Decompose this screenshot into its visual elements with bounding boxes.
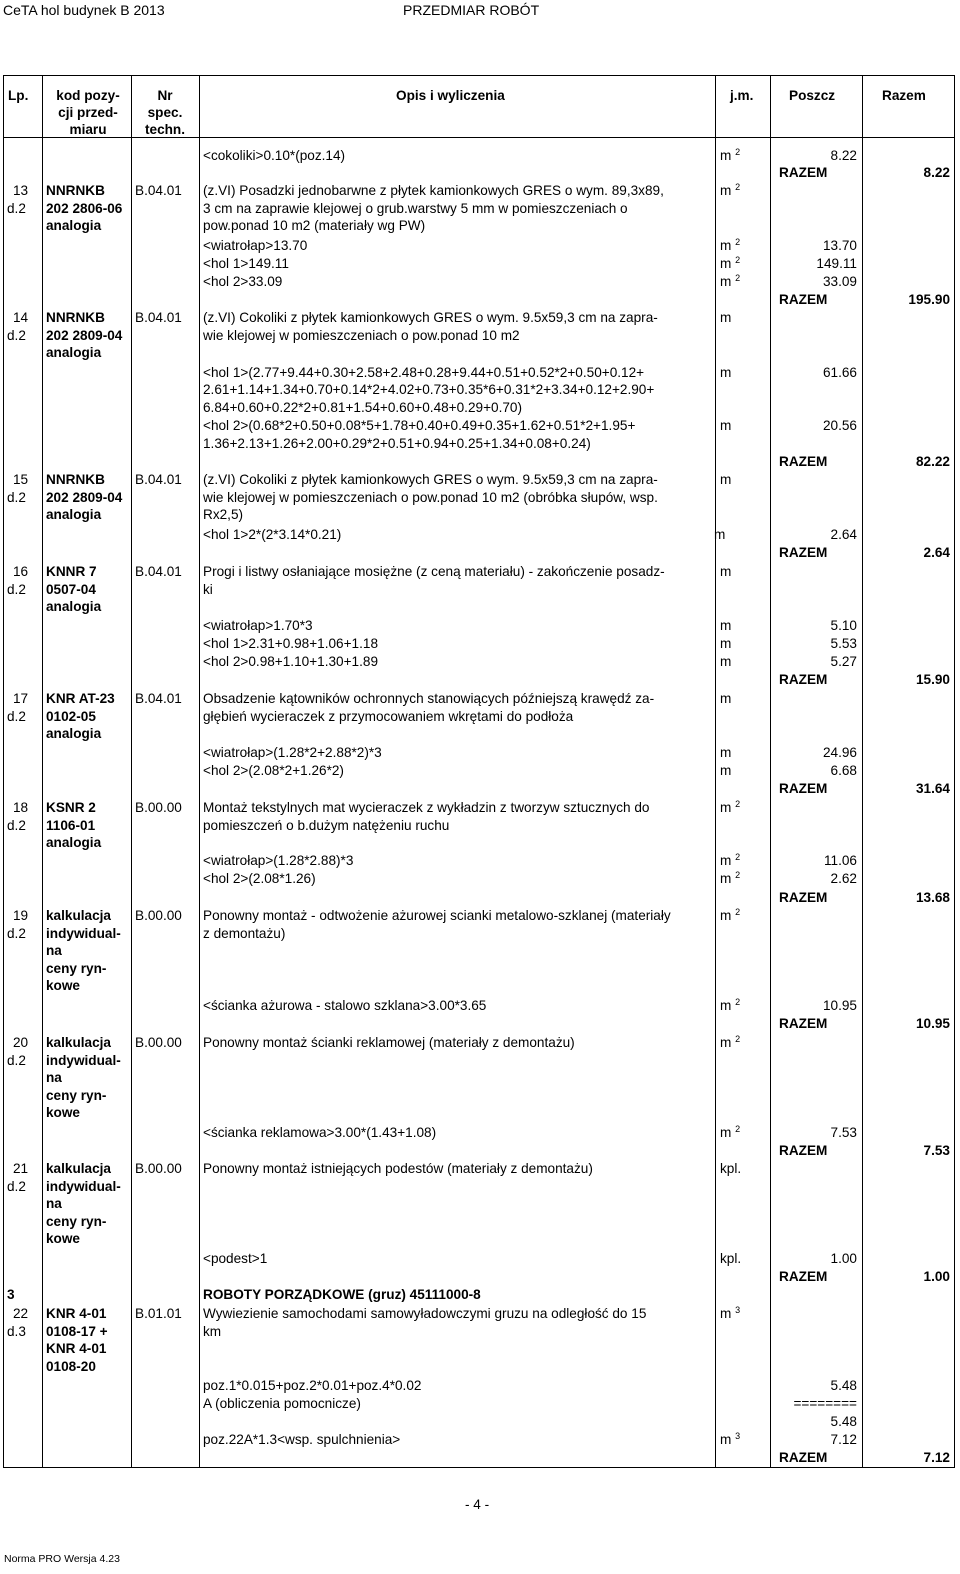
item-description: 3 cm na zaprawie klejowej o grub.warstwy 5 mm w pomieszczeniach o <box>203 200 628 216</box>
table-top-border <box>3 75 955 76</box>
item-description: wie klejowej w pomieszczeniach o pow.ponad 10 m2 <box>203 327 520 343</box>
unit: m $^2$ <box>720 1124 741 1140</box>
item-code: kowe <box>46 1231 80 1247</box>
header-nr-3: techn. <box>144 122 186 137</box>
unit-exponent: 2 <box>735 1124 741 1134</box>
total-label: RAZEM <box>779 545 828 560</box>
unit: m <box>720 691 732 706</box>
calculation-line: <hol 1>149.11 <box>203 256 289 271</box>
calculation-line: <cokoliki>0.10*(poz.14) <box>203 148 346 163</box>
unit-exponent: 2 <box>735 255 741 265</box>
item-code: 0507-04 <box>46 581 96 597</box>
item-code: ceny ryn- <box>46 1213 107 1229</box>
item-number: 13 <box>13 183 29 198</box>
item-code: NNRNKB <box>46 183 105 198</box>
col-border <box>954 75 955 1468</box>
total-label: RAZEM <box>779 890 828 905</box>
item-code: 202 2809-04 <box>46 327 123 343</box>
spec-number: B.00.00 <box>135 800 182 815</box>
page-number: - 4 - <box>465 1497 490 1512</box>
item-description: (z.VI) Cokoliki z płytek kamionkowych GRES o wym. 9.5x59,3 cm na zapra- <box>203 472 658 487</box>
unit-exponent: 2 <box>735 147 741 157</box>
item-number: 22 <box>13 1306 29 1321</box>
col-border <box>131 75 132 1468</box>
partial-quantity: 5.10 <box>830 618 857 633</box>
item-code: ceny ryn- <box>46 960 107 976</box>
partial-quantity: 2.62 <box>830 871 857 886</box>
item-description: (z.VI) Cokoliki z płytek kamionkowych GRES o wym. 9.5x59,3 cm na zapra- <box>203 310 658 325</box>
item-number: d.2 <box>7 1178 26 1194</box>
item-description: Rx2,5) <box>203 507 244 523</box>
item-code: ceny ryn- <box>46 1087 107 1103</box>
total-value: 7.53 <box>923 1143 950 1158</box>
unit: m $^2$ <box>720 870 741 886</box>
item-number: d.2 <box>7 1052 26 1068</box>
spec-number: B.00.00 <box>135 908 182 923</box>
unit: m $^2$ <box>720 852 741 868</box>
item-code: KNR 4-01 <box>46 1341 107 1357</box>
item-description: głębień wycieraczek z przymocowaniem wkrętami do podłoża <box>203 708 574 724</box>
software-version: Norma PRO Wersja 4.23 <box>4 1553 120 1565</box>
item-code: KSNR 2 <box>46 800 96 815</box>
item-code: 0102-05 <box>46 708 96 724</box>
item-number: d.2 <box>7 817 26 833</box>
unit-exponent: 2 <box>735 997 741 1007</box>
calculation-line: <hol 2>(2.08*2+1.26*2) <box>203 763 344 778</box>
item-code: indywidual- <box>46 1052 121 1068</box>
item-number: 18 <box>13 800 29 815</box>
col-border <box>862 75 863 1468</box>
calculation-line: <ścianka reklamowa>3.00*(1.43+1.08) <box>203 1125 437 1140</box>
item-description: pomieszczeń o b.dużym natężeniu ruchu <box>203 817 450 833</box>
total-label: RAZEM <box>779 292 828 307</box>
item-description: Obsadzenie kątowników ochronnych stanowiących późniejszą krawędź za- <box>203 691 655 706</box>
spec-number: B.04.01 <box>135 310 182 325</box>
unit: m <box>720 654 732 669</box>
unit-exponent: 2 <box>735 799 741 809</box>
unit: m $^3$ <box>720 1431 741 1447</box>
item-number: 17 <box>13 691 29 706</box>
total-label: RAZEM <box>779 1143 828 1158</box>
spec-number: B.00.00 <box>135 1161 182 1176</box>
calculation-line: <wiatrołap>(1.28*2+2.88*2)*3 <box>203 745 382 760</box>
col-border <box>199 75 200 1468</box>
unit-exponent: 2 <box>735 273 741 283</box>
total-label: RAZEM <box>779 1269 828 1284</box>
partial-quantity: 24.96 <box>822 745 857 760</box>
page-title: PRZEDMIAR ROBÓT <box>403 2 540 18</box>
total-value: 13.68 <box>915 890 950 905</box>
unit: m $^2$ <box>720 907 741 923</box>
calculation-line: <hol 2>33.09 <box>203 274 283 289</box>
partial-quantity: 13.70 <box>822 238 857 253</box>
item-code: kalkulacja <box>46 1161 111 1176</box>
item-code: na <box>46 1196 62 1212</box>
item-number: 15 <box>13 472 29 487</box>
partial-quantity: 2.64 <box>830 527 857 542</box>
item-number: 14 <box>13 310 29 325</box>
partial-quantity: 33.09 <box>822 274 857 289</box>
spec-number: B.01.01 <box>135 1306 182 1321</box>
item-description: Montaż tekstylnych mat wycieraczek z wykładzin z tworzyw sztucznych do <box>203 800 650 815</box>
section-title: ROBOTY PORZĄDKOWE (gruz) 45111000-8 <box>203 1287 481 1302</box>
item-code: analogia <box>46 507 102 523</box>
total-value: 7.12 <box>923 1450 950 1465</box>
total-value: 82.22 <box>915 454 950 469</box>
item-code: analogia <box>46 726 102 742</box>
partial-quantity: 5.27 <box>830 654 857 669</box>
partial-quantity: 11.06 <box>823 853 857 868</box>
calculation-line: <wiatrołap>1.70*3 <box>203 618 313 633</box>
partial-quantity: 10.95 <box>822 998 857 1013</box>
unit-exponent: 3 <box>735 1305 741 1315</box>
unit: m <box>720 310 732 325</box>
calculation-line: poz.1*0.015+poz.2*0.01+poz.4*0.02 <box>203 1378 422 1393</box>
calculation-line: <wiatrołap>(1.28*2.88)*3 <box>203 853 354 868</box>
partial-quantity: 61.66 <box>822 365 857 380</box>
item-number: d.3 <box>7 1323 26 1339</box>
calculation-line: A (obliczenia pomocnicze) <box>203 1396 361 1411</box>
unit: m <box>720 564 732 579</box>
item-code: KNR 4-01 <box>46 1306 107 1321</box>
item-code: 1106-01 <box>46 817 96 833</box>
item-code: KNR AT-23 <box>46 691 115 706</box>
unit: m <box>720 472 732 487</box>
spec-number: B.04.01 <box>135 691 182 706</box>
item-code: analogia <box>46 835 102 851</box>
calculation-line: <hol 1>2*(2*3.14*0.21) <box>203 527 342 542</box>
item-description: Ponowny montaż - odtwożenie ażurowej scianki metalowo-szklanej (materiały <box>203 908 671 923</box>
item-description: Ponowny montaż ścianki reklamowej (materiały z demontażu) <box>203 1035 575 1050</box>
spec-number: B.00.00 <box>135 1035 182 1050</box>
partial-quantity: 7.53 <box>830 1125 857 1140</box>
total-value: 10.95 <box>915 1016 950 1031</box>
item-code: na <box>46 1070 62 1086</box>
unit: m $^2$ <box>720 273 741 289</box>
header-lp: Lp. <box>8 88 29 103</box>
item-number: d.2 <box>7 327 26 343</box>
total-value: 2.64 <box>923 545 950 560</box>
item-description: z demontażu) <box>203 925 286 941</box>
unit: m $^2$ <box>720 237 741 253</box>
item-description: wie klejowej w pomieszczeniach o pow.ponad 10 m2 (obróbka słupów, wsp. <box>203 489 658 505</box>
header-razem: Razem <box>882 88 926 103</box>
partial-quantity: 149.11 <box>816 256 857 271</box>
unit: m $^2$ <box>720 997 741 1013</box>
item-number: d.2 <box>7 708 26 724</box>
total-value: 195.90 <box>908 292 950 307</box>
partial-quantity: 5.53 <box>830 636 857 651</box>
header-opis: Opis i wyliczenia <box>396 88 505 103</box>
calculation-line: <hol 1>(2.77+9.44+0.30+2.58+2.48+0.28+9.44+0.51+0.52*2+0.50+0.12+ <box>203 365 645 380</box>
partial-quantity: 8.22 <box>830 148 857 163</box>
unit: m <box>720 365 732 380</box>
item-number: 20 <box>13 1035 29 1050</box>
unit: m $^3$ <box>720 1305 741 1321</box>
document-title: CeTA hol budynek B 2013 <box>3 2 165 18</box>
unit: m <box>720 418 732 433</box>
item-number: 21 <box>13 1161 29 1176</box>
calculation-line: poz.22A*1.3<wsp. spulchnienia> <box>203 1432 401 1447</box>
item-description: Progi i listwy osłaniające mosiężne (z ceną materiału) - zakończenie posadz- <box>203 564 665 579</box>
col-border <box>42 75 43 1468</box>
unit-exponent: 2 <box>735 870 741 880</box>
section-number: 3 <box>7 1287 15 1302</box>
spec-number: B.04.01 <box>135 564 182 579</box>
header-poszcz: Poszcz <box>789 88 836 103</box>
col-border <box>715 75 716 1468</box>
header-kod-2: cji przed- <box>58 105 118 120</box>
unit: m <box>720 745 732 760</box>
item-code: kalkulacja <box>46 1035 111 1050</box>
item-code: kalkulacja <box>46 908 111 923</box>
table-bottom-border <box>3 1467 955 1468</box>
item-description: km <box>203 1323 222 1339</box>
calculation-line: 1.36+2.13+1.26+2.00+0.29*2+0.51+0.94+0.25+1.34+0.08+0.24) <box>203 436 591 451</box>
calculation-line: 6.84+0.60+0.22*2+0.81+1.54+0.60+0.48+0.29+0.70) <box>203 400 523 415</box>
calculation-line: <hol 2>(2.08*1.26) <box>203 871 316 886</box>
total-value: 8.22 <box>923 165 950 180</box>
item-description: pow.ponad 10 m2 (materiały wg PW) <box>203 218 426 234</box>
item-description: (z.VI) Posadzki jednobarwne z płytek kamionkowych GRES o wym. 89,3x89, <box>203 183 664 198</box>
partial-quantity: 5.48 <box>830 1414 857 1429</box>
item-number: d.2 <box>7 581 26 597</box>
partial-quantity: 6.68 <box>830 763 857 778</box>
calculation-line: <hol 1>2.31+0.98+1.06+1.18 <box>203 636 378 651</box>
unit: kpl. <box>720 1161 742 1176</box>
total-value: 1.00 <box>923 1269 950 1284</box>
partial-quantity: 1.00 <box>830 1251 857 1266</box>
total-label: RAZEM <box>779 1450 828 1465</box>
item-description: ki <box>203 581 213 597</box>
item-code: NNRNKB <box>46 472 105 487</box>
unit: m $^2$ <box>720 255 741 271</box>
partial-quantity: 20.56 <box>822 418 857 433</box>
item-code: analogia <box>46 218 102 234</box>
header-kod-3: miaru <box>69 122 107 137</box>
item-code: 202 2806-06 <box>46 200 123 216</box>
total-value: 15.90 <box>915 672 950 687</box>
total-label: RAZEM <box>779 1016 828 1031</box>
item-code: kowe <box>46 978 80 994</box>
unit-exponent: 2 <box>735 852 741 862</box>
partial-quantity: 7.12 <box>830 1432 857 1447</box>
calculation-line: <ścianka ażurowa - stalowo szklana>3.00*3.65 <box>203 998 487 1013</box>
header-nr-1: Nr <box>157 88 173 103</box>
header-kod-1: kod pozy- <box>56 88 120 103</box>
unit-exponent: 2 <box>735 237 741 247</box>
unit: m $^2$ <box>720 182 741 198</box>
unit-exponent: 3 <box>735 1431 741 1441</box>
item-number: d.2 <box>7 200 26 216</box>
total-label: RAZEM <box>779 165 828 180</box>
item-description: Wywiezienie samochodami samowyładowczymi gruzu na odległość do 15 <box>203 1306 647 1321</box>
item-code: 0108-17 + <box>46 1323 108 1339</box>
unit: m $^2$ <box>720 1034 741 1050</box>
unit: m <box>714 527 726 542</box>
item-code: analogia <box>46 345 102 361</box>
header-jm: j.m. <box>730 88 754 103</box>
calculation-line: <hol 2>0.98+1.10+1.30+1.89 <box>203 654 378 669</box>
item-number: 16 <box>13 564 29 579</box>
item-number: d.2 <box>7 925 26 941</box>
item-code: KNNR 7 <box>46 564 97 579</box>
header-nr-2: spec. <box>147 105 183 120</box>
spec-number: B.04.01 <box>135 472 182 487</box>
unit: kpl. <box>720 1251 742 1266</box>
item-number: 19 <box>13 908 29 923</box>
total-value: 31.64 <box>915 781 950 796</box>
calculation-line: <wiatrołap>13.70 <box>203 238 308 253</box>
unit: m <box>720 763 732 778</box>
item-code: analogia <box>46 599 102 615</box>
unit: m $^2$ <box>720 147 741 163</box>
spec-number: B.04.01 <box>135 183 182 198</box>
col-border <box>3 75 4 1468</box>
item-code: NNRNKB <box>46 310 105 325</box>
item-description: Ponowny montaż istniejących podestów (materiały z demontażu) <box>203 1161 593 1176</box>
unit-exponent: 2 <box>735 1034 741 1044</box>
total-label: RAZEM <box>779 672 828 687</box>
unit: m <box>720 618 732 633</box>
item-code: indywidual- <box>46 925 121 941</box>
calculation-line: <podest>1 <box>203 1251 268 1266</box>
unit-exponent: 2 <box>735 907 741 917</box>
item-code: kowe <box>46 1105 80 1121</box>
item-code: 0108-20 <box>46 1358 96 1374</box>
total-label: RAZEM <box>779 454 828 469</box>
item-number: d.2 <box>7 489 26 505</box>
item-code: indywidual- <box>46 1178 121 1194</box>
unit: m <box>720 636 732 651</box>
partial-quantity: ======== <box>793 1396 857 1411</box>
item-code: 202 2809-04 <box>46 489 123 505</box>
calculation-line: 2.61+1.14+1.34+0.70+0.14*2+4.02+0.73+0.35*6+0.31*2+3.34+0.12+2.90+ <box>203 382 655 397</box>
unit-exponent: 2 <box>735 182 741 192</box>
item-code: na <box>46 943 62 959</box>
partial-quantity: 5.48 <box>830 1378 857 1393</box>
unit: m $^2$ <box>720 799 741 815</box>
total-label: RAZEM <box>779 781 828 796</box>
calculation-line: <hol 2>(0.68*2+0.50+0.08*5+1.78+0.40+0.49+0.35+1.62+0.51*2+1.95+ <box>203 418 636 433</box>
